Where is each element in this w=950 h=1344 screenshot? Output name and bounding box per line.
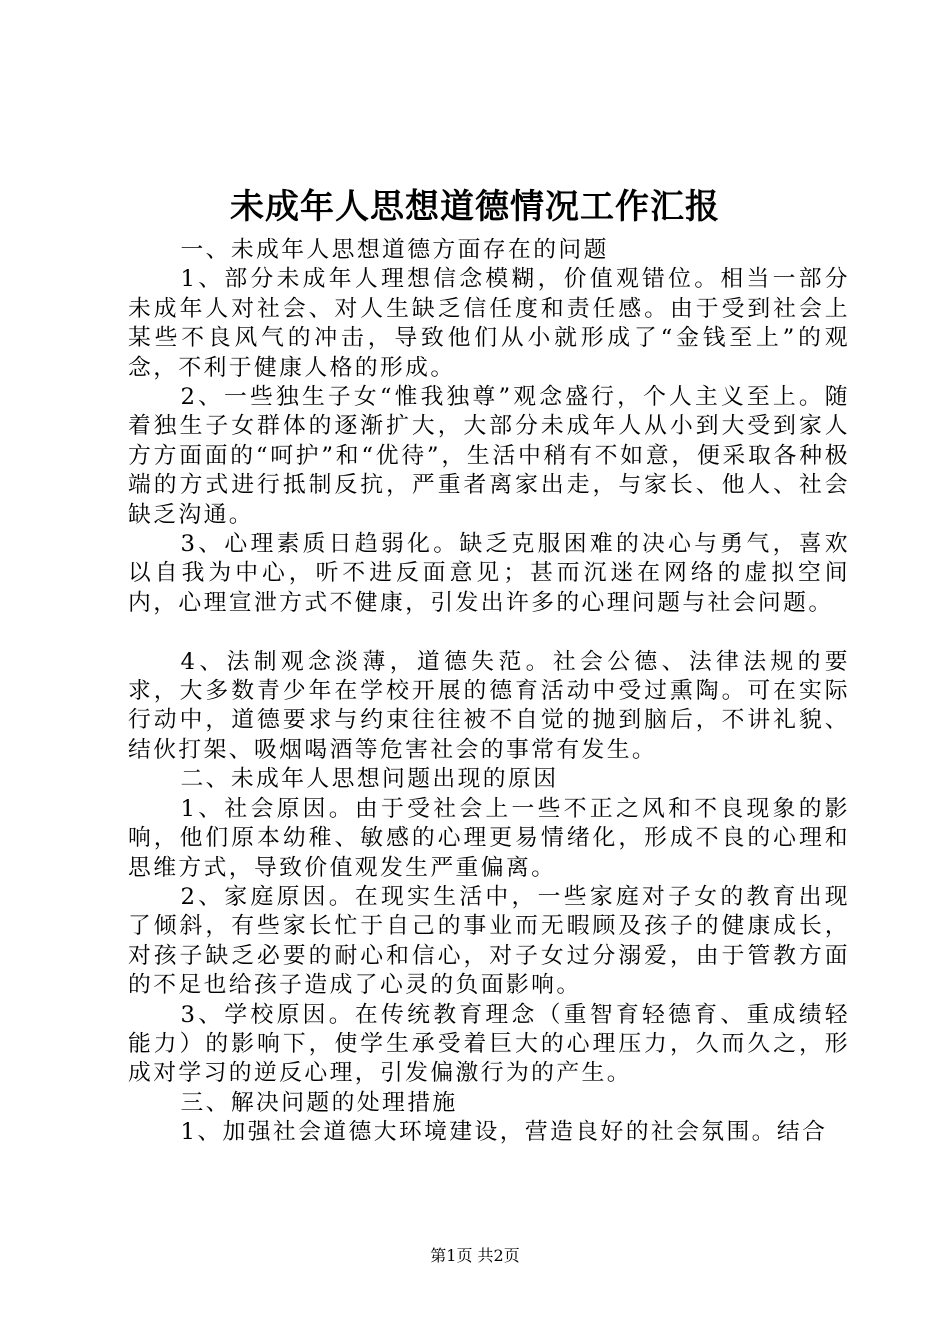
document-title: 未成年人思想道德情况工作汇报 xyxy=(230,187,720,227)
document-body xyxy=(128,236,850,1148)
paragraph-cause-3: 3、学校原因。在传统教育理念（重智育轻德育、重成绩轻能力）的影响下，使学生承受着巨大的心理压力，久而久之，形成对学习的逆反心理，引发偏激行为的产生。 xyxy=(128,1001,850,1087)
section-heading-problems: 一、未成年人思想道德方面存在的问题 xyxy=(180,237,609,263)
paragraph-cause-1: 1、社会原因。由于受社会上一些不正之风和不良现象的影响，他们原本幼稚、敏感的心理更易情绪化，形成不良的心理和思维方式，导致价值观发生严重偏离。 xyxy=(128,795,850,881)
paragraph-problem-3: 3、心理素质日趋弱化。缺乏克服困难的决心与勇气，喜欢以自我为中心，听不进反面意见；甚而沉迷在网络的虚拟空间内，心理宣泄方式不健康，引发出许多的心理问题与社会问题。 xyxy=(128,531,850,616)
paragraph-problem-2: 2、一些独生子女“惟我独尊”观念盛行，个人主义至上。随着独生子女群体的逐渐扩大，大部分未成年人从小到大受到家人方方面面的“呵护”和“优待”，生活中稍有不如意，便采取各种极端的方式进行抵制反抗，严重者离家出走，与家长、他人、社会缺乏沟通。 xyxy=(128,384,850,528)
paragraph-measure-1: 1、加强社会道德大环境建设，营造良好的社会氛围。结合 xyxy=(180,1119,828,1146)
paragraph-cause-2: 2、家庭原因。在现实生活中，一些家庭对子女的教育出现了倾斜，有些家长忙于自己的事业而无暇顾及孩子的健康成长，对孩子缺乏必要的耐心和信心，对子女过分溺爱，由于管教方面的不足也给孩子造成了心灵的负面影响。 xyxy=(128,883,850,999)
section-heading-measures: 三、解决问题的处理措施 xyxy=(180,1089,458,1116)
section-heading-causes: 二、未成年人思想问题出现的原因 xyxy=(180,766,559,793)
paragraph-problem-4: 4、法制观念淡薄，道德失范。社会公德、法律法规的要求，大多数青少年在学校开展的德育活动中受过熏陶。可在实际行动中，道德要求与约束往往被不自觉的抛到脑后，不讲礼貌、结伙打架、吸烟喝酒等危害社会的事常有发生。 xyxy=(128,648,850,763)
paragraph-problem-1: 1、部分未成年人理想信念模糊，价值观错位。相当一部分未成年人对社会、对人生缺乏信任度和责任感。由于受到社会上某些不良风气的冲击，导致他们从小就形成了“金钱至上”的观念，不利于健康人格的形成。 xyxy=(128,266,850,381)
page-number-footer: 第1页 共2页 xyxy=(430,1246,520,1265)
